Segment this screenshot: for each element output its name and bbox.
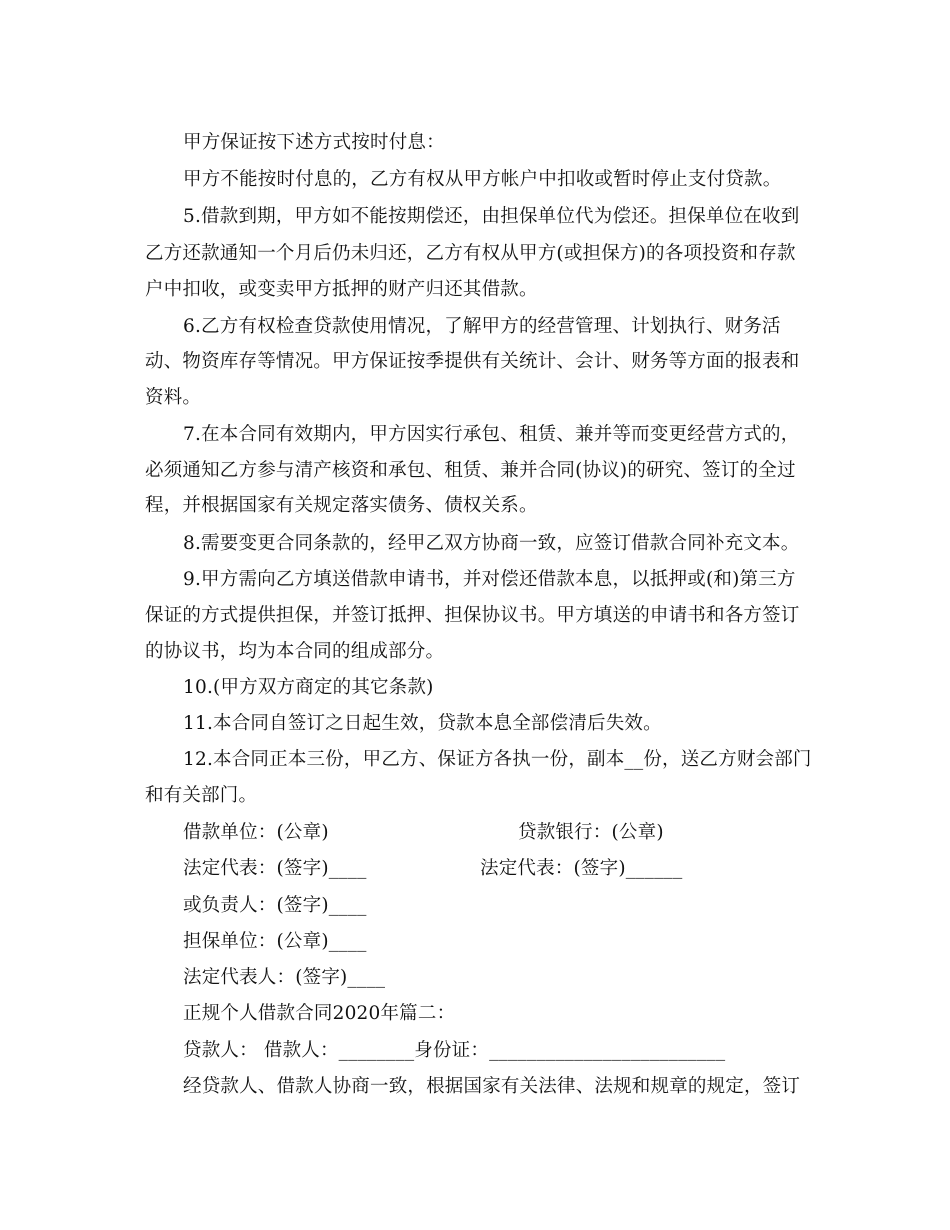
paragraph-line: 资料。 [145,387,202,408]
paragraph-line: 5.借款到期，甲方如不能按期偿还，由担保单位代为偿还。担保单位在收到 [183,206,800,227]
paragraph-line: 6.乙方有权检查贷款使用情况，了解甲方的经营管理、计划执行、财务活 [183,316,781,337]
parties-line: 贷款人： 借款人：________身份证：_________________________ [183,1040,726,1061]
paragraph-line: 户中扣收，或变卖甲方抵押的财产归还其借款。 [145,279,538,300]
paragraph-line: 动、物资库存等情况。甲方保证按季提供有关统计、会计、财务等方面的报表和 [145,351,800,372]
signature-legal-rep-right: 法定代表：(签字)______ [480,858,683,879]
paragraph-line: 10.(甲方双方商定的其它条款) [183,677,434,698]
signature-borrower-unit: 借款单位：(公章) [183,822,329,843]
paragraph-line: 甲方保证按下述方式按时付息： [183,132,445,153]
paragraph-line: 程，并根据国家有关规定落实债务、债权关系。 [145,495,538,516]
signature-legal-rep-left: 法定代表：(签字)____ [183,858,367,879]
signature-or-responsible: 或负责人：(签字)____ [183,895,367,916]
paragraph-line: 8.需要变更合同条款的，经甲乙双方协商一致，应签订借款合同补充文本。 [183,533,800,554]
signature-lender-bank: 贷款银行：(公章) [518,822,664,843]
paragraph-line: 11.本合同自签订之日起生效，贷款本息全部偿清后失效。 [183,713,662,734]
paragraph-line: 和有关部门。 [145,785,258,806]
paragraph-line: 保证的方式提供担保，并签订抵押、担保协议书。甲方填送的申请书和各方签订 [145,605,800,626]
paragraph-line: 7.在本合同有效期内，甲方因实行承包、租赁、兼并等而变更经营方式的， [183,424,800,445]
signature-guarantor-unit: 担保单位：(公章)____ [183,931,367,952]
paragraph-line: 9.甲方需向乙方填送借款申请书，并对偿还借款本息，以抵押或(和)第三方 [183,569,796,590]
paragraph-line: 乙方还款通知一个月后仍未归还，乙方有权从甲方(或担保方)的各项投资和存款 [145,243,796,264]
paragraph-line: 必须通知乙方参与清产核资和承包、租赁、兼并合同(协议)的研究、签订的全过 [145,460,796,481]
paragraph-line: 的协议书，均为本合同的组成部分。 [145,641,445,662]
paragraph-line: 12.本合同正本三份，甲乙方、保证方各执一份，副本__份，送乙方财会部门 [183,749,812,770]
paragraph-line: 甲方不能按时付息的，乙方有权从甲方帐户中扣收或暂时停止支付贷款。 [183,169,782,190]
intro-line: 经贷款人、借款人协商一致，根据国家有关法律、法规和规章的规定，签订 [183,1076,801,1097]
signature-guarantor-rep: 法定代表人：(签字)____ [183,967,386,988]
section-heading: 正规个人借款合同2020年篇二： [183,1003,456,1024]
